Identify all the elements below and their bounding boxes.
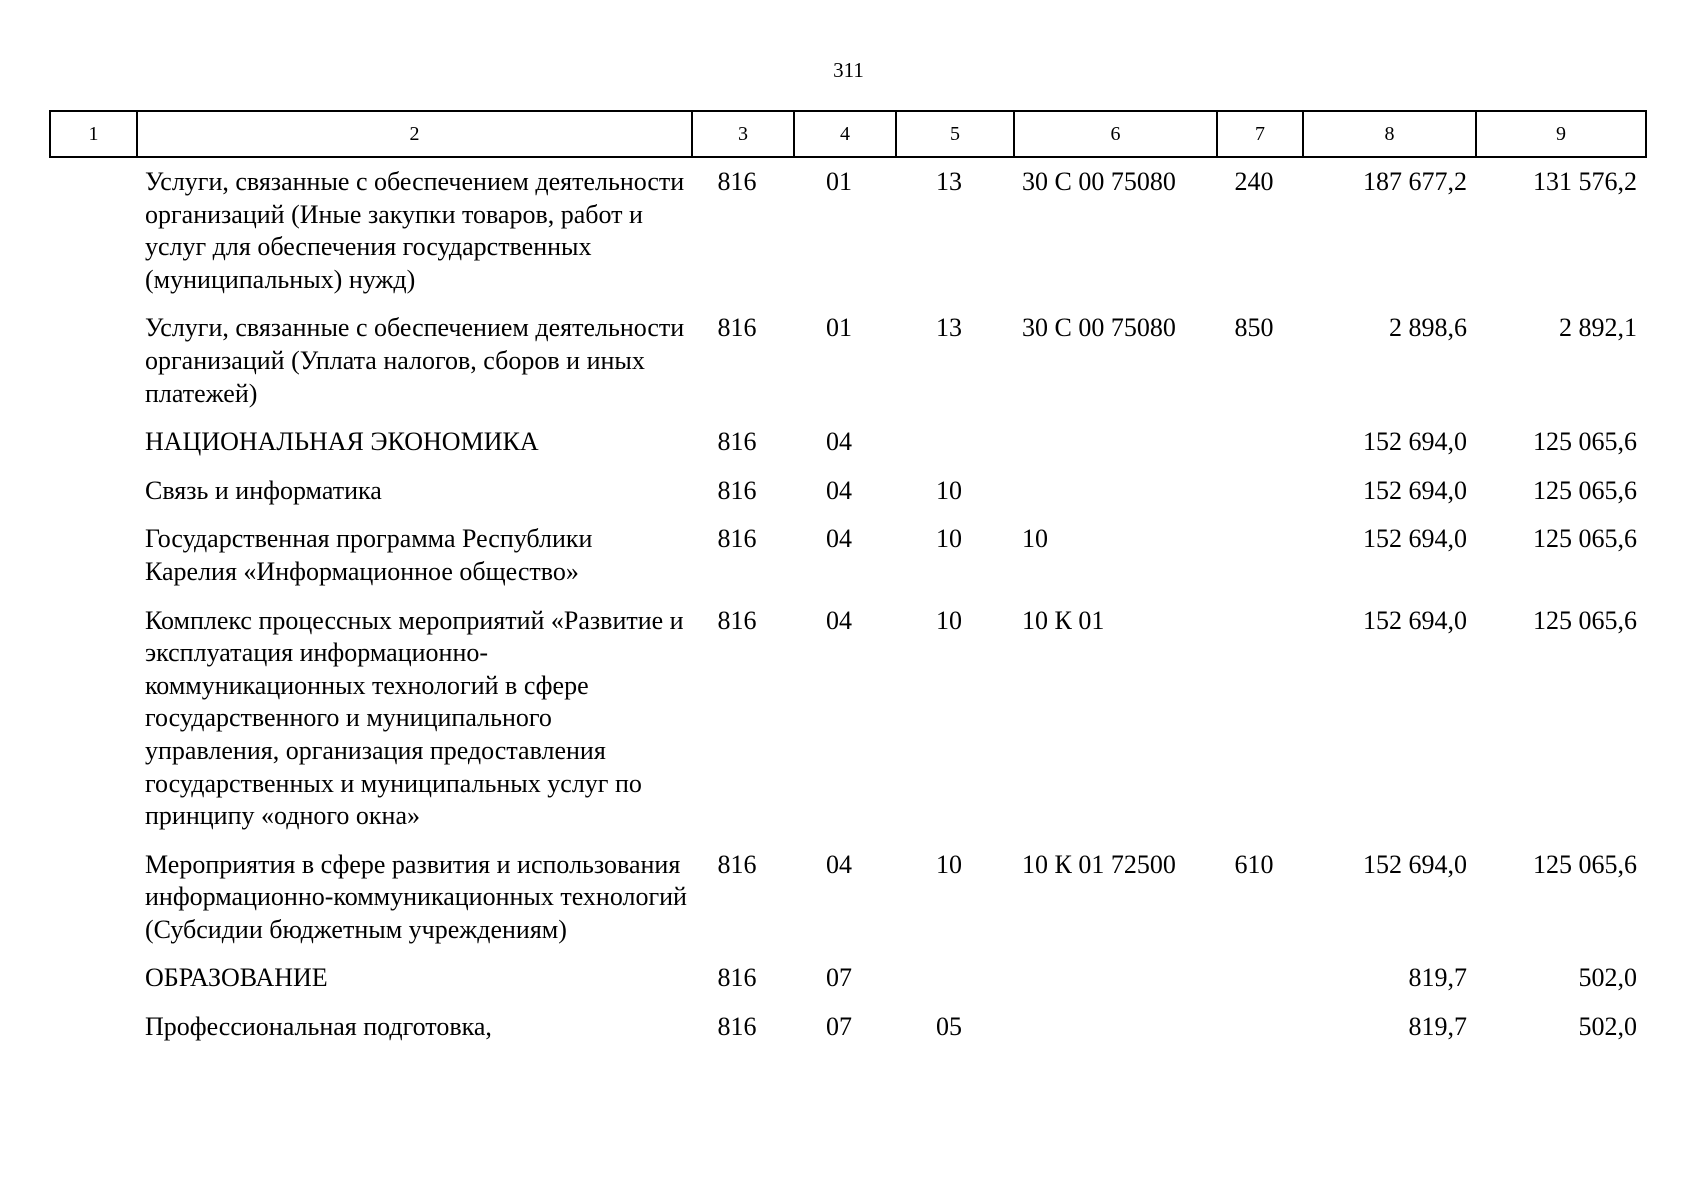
header-cell: 4 — [794, 111, 896, 157]
column-number-header — [49, 110, 1647, 158]
item-name: Связь и информатика — [145, 475, 382, 505]
department-code: 816 — [717, 313, 757, 343]
department-code: 816 — [717, 849, 757, 879]
amount-column-9: 131 576,2 — [1533, 167, 1637, 196]
section-code: 04 — [826, 524, 852, 554]
amount-column-8: 152 694,0 — [1363, 605, 1467, 635]
amount-column-9: 125 065,6 — [1533, 427, 1637, 457]
page-number: 311 — [833, 58, 864, 82]
section-code: 04 — [826, 605, 852, 635]
header-cell: 2 — [137, 111, 692, 157]
target-article-code — [1013, 418, 1216, 467]
table-row — [49, 304, 1645, 418]
subsection-code: 10 — [936, 605, 962, 635]
amount-column-8: 152 694,0 — [1363, 524, 1467, 554]
subsection-code — [895, 418, 1013, 467]
item-name: Услуги, связанные с обеспечением деятельности организаций (Уплата налогов, сборов и иных платежей) — [145, 313, 685, 408]
section-code: 01 — [826, 313, 852, 343]
item-name: НАЦИОНАЛЬНАЯ ЭКОНОМИКА — [145, 427, 539, 457]
expense-type-code — [1216, 418, 1302, 467]
amount-column-8: 819,7 — [1408, 1012, 1467, 1042]
amount-column-8: 2 898,6 — [1389, 313, 1467, 343]
amount-column-8: 187 677,2 — [1363, 167, 1467, 196]
department-code: 816 — [717, 167, 757, 196]
section-code: 01 — [826, 167, 852, 196]
subsection-code: 05 — [936, 1012, 962, 1042]
section-code: 04 — [826, 427, 852, 457]
target-article-code — [1013, 954, 1216, 1003]
header-cell: 8 — [1303, 111, 1476, 157]
amount-column-9: 125 065,6 — [1533, 524, 1637, 554]
target-article-code — [1013, 1003, 1216, 1052]
target-article-code: 30 С 00 75080 — [1022, 167, 1176, 196]
expense-type-code — [1216, 597, 1302, 841]
item-name: Услуги, связанные с обеспечением деятельности организаций (Иные закупки товаров, работ и услуг для обеспечения государственных (муниципальных) нужд) — [145, 167, 685, 294]
expense-type-code — [1216, 515, 1302, 596]
department-code: 816 — [717, 1012, 757, 1042]
table-row — [49, 515, 1645, 596]
budget-table — [49, 158, 1645, 1052]
item-name: ОБРАЗОВАНИЕ — [145, 963, 328, 993]
header-cell: 5 — [896, 111, 1014, 157]
target-article-code: 10 К 01 72500 — [1022, 849, 1176, 879]
section-code: 07 — [826, 963, 852, 993]
subsection-code — [895, 954, 1013, 1003]
department-code: 816 — [717, 524, 757, 554]
amount-column-8: 819,7 — [1408, 963, 1467, 993]
item-name: Государственная программа Республики Карелия «Информационное общество» — [145, 524, 593, 586]
subsection-code: 13 — [936, 167, 962, 196]
department-code: 816 — [717, 605, 757, 635]
amount-column-8: 152 694,0 — [1363, 849, 1467, 879]
amount-column-9: 125 065,6 — [1533, 605, 1637, 635]
section-code: 04 — [826, 849, 852, 879]
row-number-cell — [49, 954, 136, 1003]
subsection-code: 10 — [936, 475, 962, 505]
section-code: 04 — [826, 475, 852, 505]
expense-type-code: 240 — [1234, 167, 1274, 196]
header-cell: 6 — [1014, 111, 1217, 157]
amount-column-9: 125 065,6 — [1533, 475, 1637, 505]
table-row — [49, 1003, 1645, 1052]
target-article-code: 30 С 00 75080 — [1022, 313, 1176, 343]
amount-column-8: 152 694,0 — [1363, 475, 1467, 505]
row-number-cell — [49, 158, 136, 304]
amount-column-9: 502,0 — [1578, 1012, 1637, 1042]
target-article-code — [1013, 467, 1216, 516]
row-number-cell — [49, 467, 136, 516]
expense-type-code — [1216, 467, 1302, 516]
department-code: 816 — [717, 475, 757, 505]
department-code: 816 — [717, 427, 757, 457]
row-number-cell — [49, 515, 136, 596]
amount-column-8: 152 694,0 — [1363, 427, 1467, 457]
row-number-cell — [49, 597, 136, 841]
amount-column-9: 502,0 — [1578, 963, 1637, 993]
table-row — [49, 467, 1645, 516]
table-row — [49, 158, 1645, 304]
amount-column-9: 125 065,6 — [1533, 849, 1637, 879]
expense-type-code: 610 — [1234, 849, 1274, 879]
header-cell: 1 — [50, 111, 137, 157]
header-cell: 3 — [692, 111, 794, 157]
row-number-cell — [49, 304, 136, 418]
header-cell: 9 — [1476, 111, 1646, 157]
target-article-code: 10 К 01 — [1022, 605, 1105, 635]
subsection-code: 10 — [936, 849, 962, 879]
amount-column-9: 2 892,1 — [1559, 313, 1637, 343]
item-name: Мероприятия в сфере развития и использования информационно-коммуникационных технологий (Субсидии бюджетным учреждениям) — [145, 849, 687, 944]
section-code: 07 — [826, 1012, 852, 1042]
table-row — [49, 841, 1645, 955]
table-row — [49, 954, 1645, 1003]
subsection-code: 10 — [936, 524, 962, 554]
item-name: Комплекс процессных мероприятий «Развитие и эксплуатация информационно-коммуникационных технологий в сфере государственного и муниципального управления, организация предоставления государственных и муниципальных услуг по принципу «одного окна» — [145, 605, 684, 831]
expense-type-code — [1216, 1003, 1302, 1052]
department-code: 816 — [717, 963, 757, 993]
subsection-code: 13 — [936, 313, 962, 343]
table-row — [49, 597, 1645, 841]
expense-type-code: 850 — [1234, 313, 1274, 343]
table-row — [49, 418, 1645, 467]
row-number-cell — [49, 418, 136, 467]
item-name: Профессиональная подготовка, — [145, 1012, 492, 1042]
expense-type-code — [1216, 954, 1302, 1003]
header-cell: 7 — [1217, 111, 1303, 157]
target-article-code: 10 — [1022, 524, 1048, 554]
row-number-cell — [49, 841, 136, 955]
row-number-cell — [49, 1003, 136, 1052]
